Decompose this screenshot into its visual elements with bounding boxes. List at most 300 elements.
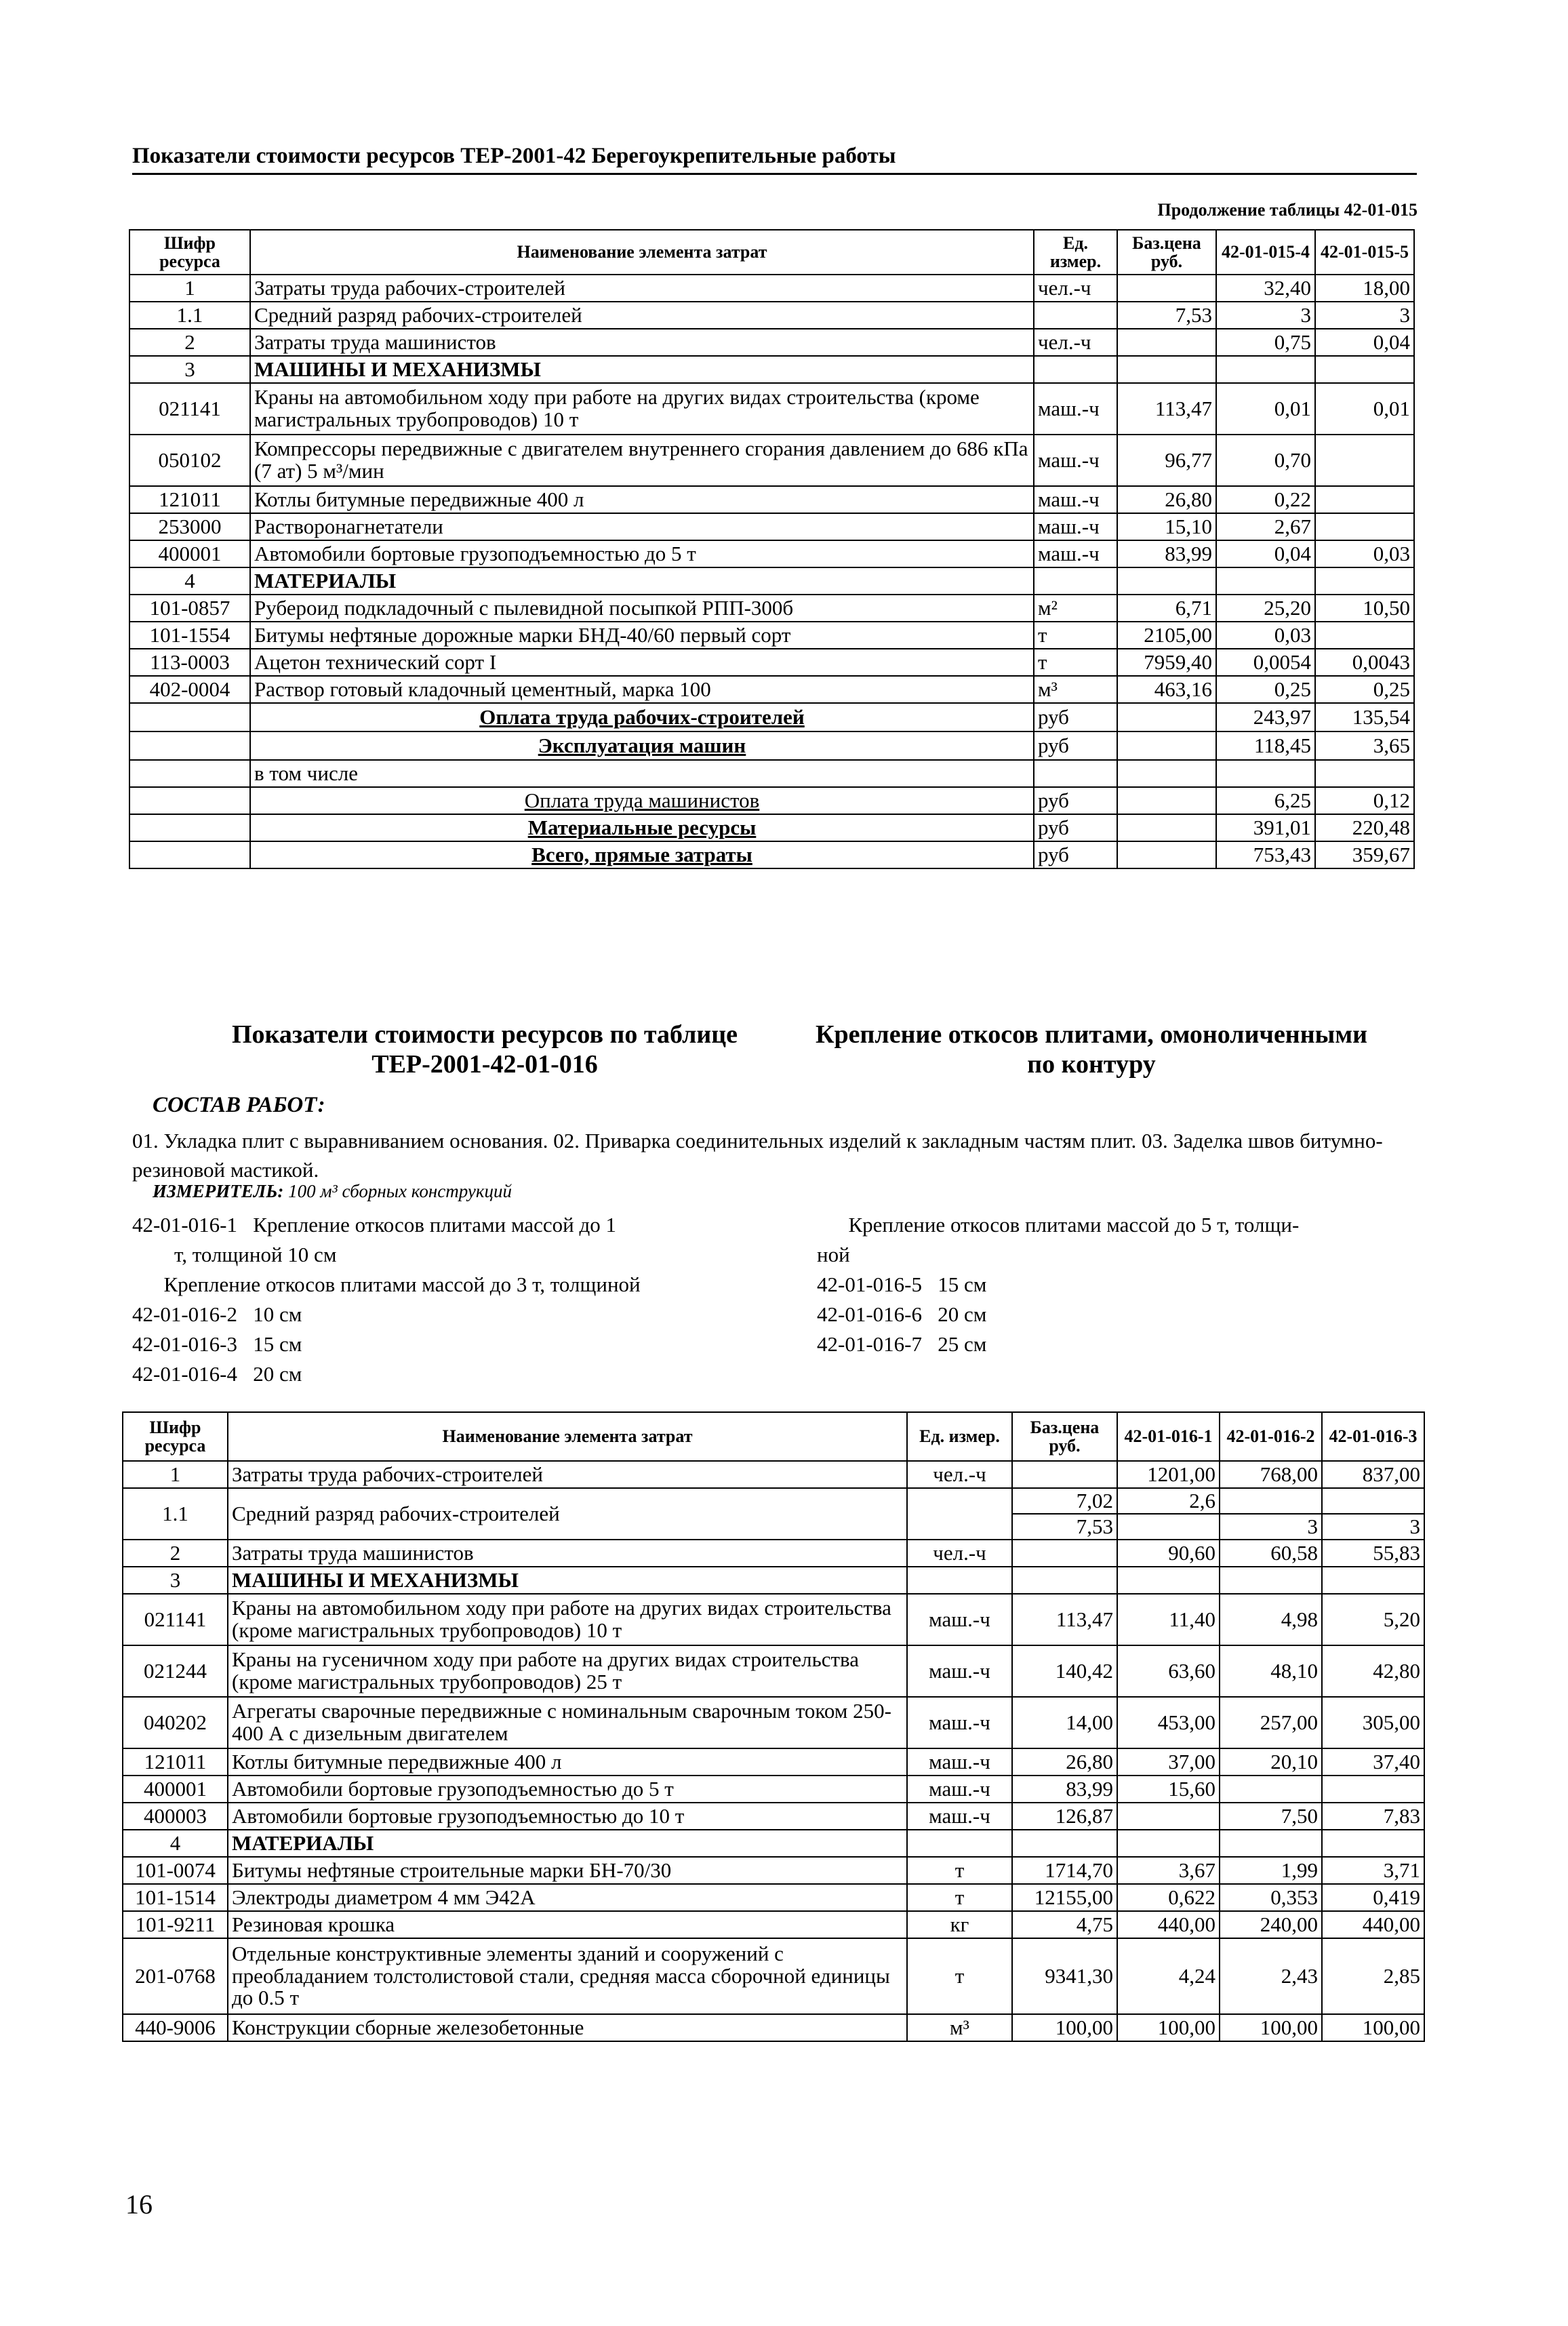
code-list-left (132, 1210, 763, 1389)
cell-base-price (1117, 356, 1216, 383)
cell-norm: 18,00 (1315, 275, 1414, 302)
table-row (129, 622, 1414, 649)
cell-name: Эксплуатация машин (250, 731, 1034, 760)
cell-norm: 100,00 (1220, 2014, 1322, 2041)
cell-norm: 63,60 (1117, 1645, 1220, 1697)
cell-unit (907, 1488, 1012, 1540)
cell-name: Материальные ресурсы (250, 814, 1034, 841)
cell-norm: 768,00 (1220, 1461, 1322, 1488)
col-header-unit: Ед. измер. (907, 1412, 1012, 1461)
cell-code: 021244 (123, 1645, 228, 1697)
table-row (129, 649, 1414, 676)
measure-label: ИЗМЕРИТЕЛЬ: (153, 1181, 284, 1201)
cell-norm: 6,25 (1216, 787, 1315, 814)
code-list-item: 42-01-016-3 15 см (132, 1332, 302, 1356)
cell-name: Битумы нефтяные дорожные марки БНД-40/60 первый сорт (250, 622, 1034, 649)
cell-code: 253000 (129, 513, 250, 540)
cell-code: 201-0768 (123, 1938, 228, 2014)
cell-name: Средний разряд рабочих-строителей (250, 302, 1034, 329)
cell-code: 2 (123, 1540, 228, 1567)
cell-norm: 118,45 (1216, 731, 1315, 760)
table-row (129, 731, 1414, 760)
cell-unit: руб (1034, 787, 1117, 814)
cell-norm (1117, 1803, 1220, 1830)
cell-base-price: 126,87 (1012, 1803, 1117, 1830)
cell-norm: 0,04 (1216, 540, 1315, 567)
cell-unit: т (907, 1857, 1012, 1884)
table-row (129, 703, 1414, 731)
table-row (129, 486, 1414, 513)
cell-norm: 0,04 (1315, 329, 1414, 356)
cell-norm (1322, 1567, 1424, 1594)
cell-code (129, 703, 250, 731)
cell-norm: 100,00 (1322, 2014, 1424, 2041)
cell-name: Затраты труда рабочих-строителей (228, 1461, 907, 1488)
cell-unit (1034, 302, 1117, 329)
cell-norm: 48,10 (1220, 1645, 1322, 1697)
cell-code: 101-0857 (129, 595, 250, 622)
cell-norm: 0,0054 (1216, 649, 1315, 676)
cell-name: Краны на гусеничном ходу при работе на других видах строительства (кроме магистральных трубопроводов) 25 т (228, 1645, 907, 1697)
code-list-item: 42-01-016-7 25 см (817, 1332, 987, 1356)
table-row (129, 540, 1414, 567)
cell-unit: м³ (1034, 676, 1117, 703)
cell-unit: чел.-ч (907, 1461, 1012, 1488)
cell-base-price: 96,77 (1117, 435, 1216, 486)
resource-table-016 (122, 1411, 1425, 2042)
cell-unit: маш.-ч (907, 1748, 1012, 1776)
cell-norm: 440,00 (1117, 1911, 1220, 1938)
cell-base-price (1117, 329, 1216, 356)
cell-name: МАТЕРИАЛЫ (228, 1830, 907, 1857)
cell-unit: руб (1034, 731, 1117, 760)
cell-unit: маш.-ч (907, 1594, 1012, 1645)
table-row (123, 2014, 1424, 2041)
cell-code: 1 (123, 1461, 228, 1488)
cell-norm: 3 (1216, 302, 1315, 329)
col-header-code: Шифр ресурса (129, 230, 250, 275)
cell-name: Конструкции сборные железобетонные (228, 2014, 907, 2041)
cell-unit: маш.-ч (1034, 383, 1117, 435)
table-row (123, 1803, 1424, 1830)
cell-norm (1322, 1776, 1424, 1803)
cell-unit (907, 1830, 1012, 1857)
cell-unit: кг (907, 1911, 1012, 1938)
cell-code (129, 814, 250, 841)
measure-line (153, 1181, 512, 1202)
cell-name: МАТЕРИАЛЫ (250, 567, 1034, 595)
cell-norm (1220, 1776, 1322, 1803)
cell-code: 400003 (123, 1803, 228, 1830)
table-row (123, 1594, 1424, 1645)
cell-name: Растворонагнетатели (250, 513, 1034, 540)
cell-norm: 37,40 (1322, 1748, 1424, 1776)
cell-norm (1216, 567, 1315, 595)
cell-name: Автомобили бортовые грузоподъемностью до 10 т (228, 1803, 907, 1830)
cell-norm (1216, 760, 1315, 787)
cell-name: Раствор готовый кладочный цементный, марка 100 (250, 676, 1034, 703)
cell-norm: 2,6 (1117, 1488, 1220, 1514)
cell-code: 050102 (129, 435, 250, 486)
cell-base-price: 7,02 (1012, 1488, 1117, 1514)
cell-unit: чел.-ч (1034, 329, 1117, 356)
cell-base-price (1012, 1567, 1117, 1594)
cell-norm: 0,75 (1216, 329, 1315, 356)
cell-code: 101-9211 (123, 1911, 228, 1938)
cell-norm: 5,20 (1322, 1594, 1424, 1645)
cell-norm: 243,97 (1216, 703, 1315, 731)
cell-name: МАШИНЫ И МЕХАНИЗМЫ (250, 356, 1034, 383)
cell-norm: 15,60 (1117, 1776, 1220, 1803)
cell-base-price: 4,75 (1012, 1911, 1117, 1938)
table-body (129, 275, 1414, 868)
cell-name: Затраты труда рабочих-строителей (250, 275, 1034, 302)
code-list-item: 42-01-016-6 20 см (817, 1302, 987, 1326)
col-header-unit: Ед. измер. (1034, 230, 1117, 275)
cell-name: Автомобили бортовые грузоподъемностью до 5 т (250, 540, 1034, 567)
cell-norm (1315, 567, 1414, 595)
cell-base-price: 7959,40 (1117, 649, 1216, 676)
cell-name: Рубероид подкладочный с пылевидной посыпкой РПП-300б (250, 595, 1034, 622)
cell-unit: руб (1034, 841, 1117, 868)
cell-code (129, 841, 250, 868)
cell-base-price: 1714,70 (1012, 1857, 1117, 1884)
cell-unit (907, 1567, 1012, 1594)
cell-norm: 0,03 (1216, 622, 1315, 649)
cell-base-price: 15,10 (1117, 513, 1216, 540)
table-row (129, 302, 1414, 329)
cell-code: 440-9006 (123, 2014, 228, 2041)
cell-base-price (1117, 275, 1216, 302)
cell-name: МАШИНЫ И МЕХАНИЗМЫ (228, 1567, 907, 1594)
table-row (129, 676, 1414, 703)
cell-norm: 60,58 (1220, 1540, 1322, 1567)
cell-norm: 4,98 (1220, 1594, 1322, 1645)
cell-norm: 3 (1315, 302, 1414, 329)
cell-norm: 3 (1220, 1514, 1322, 1540)
cell-norm (1322, 1488, 1424, 1514)
cell-base-price: 2105,00 (1117, 622, 1216, 649)
cell-norm: 7,50 (1220, 1803, 1322, 1830)
cell-norm: 0,25 (1315, 676, 1414, 703)
cell-unit: чел.-ч (907, 1540, 1012, 1567)
cell-base-price: 463,16 (1117, 676, 1216, 703)
cell-name: Затраты труда машинистов (228, 1540, 907, 1567)
cell-norm: 32,40 (1216, 275, 1315, 302)
cell-norm: 42,80 (1322, 1645, 1424, 1697)
code-list-item: Крепление откосов плитами массой до 3 т, толщиной (132, 1272, 641, 1296)
cell-code: 4 (129, 567, 250, 595)
work-composition-label: СОСТАВ РАБОТ: (153, 1093, 325, 1117)
table-row (123, 1884, 1424, 1911)
cell-base-price: 140,42 (1012, 1645, 1117, 1697)
cell-unit: т (1034, 622, 1117, 649)
table-row (123, 1776, 1424, 1803)
cell-norm (1216, 356, 1315, 383)
cell-norm (1315, 486, 1414, 513)
cell-norm (1315, 513, 1414, 540)
cell-norm: 753,43 (1216, 841, 1315, 868)
cell-name: Оплата труда рабочих-строителей (250, 703, 1034, 731)
cell-base-price: 9341,30 (1012, 1938, 1117, 2014)
cell-base-price: 100,00 (1012, 2014, 1117, 2041)
cell-norm: 0,0043 (1315, 649, 1414, 676)
cell-norm (1315, 356, 1414, 383)
col-header-code: Шифр ресурса (123, 1412, 228, 1461)
col-header-base-price: Баз.цена руб. (1012, 1412, 1117, 1461)
cell-code: 021141 (129, 383, 250, 435)
code-list-item: Крепление откосов плитами массой до 5 т, толщи- (817, 1213, 1300, 1237)
cell-unit: маш.-ч (907, 1645, 1012, 1697)
cell-norm (1220, 1567, 1322, 1594)
table-row (123, 1697, 1424, 1748)
cell-norm (1117, 1830, 1220, 1857)
code-list-right (817, 1210, 1427, 1359)
cell-unit: руб (1034, 703, 1117, 731)
cell-norm: 11,40 (1117, 1594, 1220, 1645)
cell-norm (1322, 1830, 1424, 1857)
cell-base-price: 7,53 (1117, 302, 1216, 329)
cell-norm (1117, 1514, 1220, 1540)
cell-norm (1220, 1488, 1322, 1514)
cell-base-price: 26,80 (1012, 1748, 1117, 1776)
cell-base-price (1012, 1830, 1117, 1857)
cell-code: 2 (129, 329, 250, 356)
table-body (123, 1461, 1424, 2041)
cell-code: 4 (123, 1830, 228, 1857)
cell-norm: 305,00 (1322, 1697, 1424, 1748)
cell-name: Котлы битумные передвижные 400 л (228, 1748, 907, 1776)
cell-base-price (1117, 567, 1216, 595)
cell-norm: 4,24 (1117, 1938, 1220, 2014)
cell-norm (1315, 760, 1414, 787)
cell-norm: 1,99 (1220, 1857, 1322, 1884)
cell-base-price: 12155,00 (1012, 1884, 1117, 1911)
cell-unit: маш.-ч (1034, 435, 1117, 486)
cell-base-price (1117, 760, 1216, 787)
cell-base-price (1012, 1461, 1117, 1488)
cell-code: 113-0003 (129, 649, 250, 676)
cell-base-price: 113,47 (1117, 383, 1216, 435)
cell-unit: руб (1034, 814, 1117, 841)
cell-norm: 0,353 (1220, 1884, 1322, 1911)
cell-norm: 1201,00 (1117, 1461, 1220, 1488)
cell-norm: 90,60 (1117, 1540, 1220, 1567)
cell-norm: 55,83 (1322, 1540, 1424, 1567)
cell-unit (1034, 760, 1117, 787)
cell-norm: 220,48 (1315, 814, 1414, 841)
col-header-norm: 42-01-015-5 (1315, 230, 1414, 275)
cell-norm: 3,71 (1322, 1857, 1424, 1884)
table-row (129, 595, 1414, 622)
cell-norm: 25,20 (1216, 595, 1315, 622)
cell-norm: 440,00 (1322, 1911, 1424, 1938)
table-row (129, 513, 1414, 540)
cell-code: 3 (129, 356, 250, 383)
cell-norm: 391,01 (1216, 814, 1315, 841)
cell-unit: т (907, 1884, 1012, 1911)
cell-name: Всего, прямые затраты (250, 841, 1034, 868)
cell-base-price: 14,00 (1012, 1697, 1117, 1748)
cell-name: Компрессоры передвижные с двигателем внутреннего сгорания давлением до 686 кПа (7 ат) 5 м³/мин (250, 435, 1034, 486)
cell-code: 1 (129, 275, 250, 302)
table-row (129, 841, 1414, 868)
cell-name: Средний разряд рабочих-строителей (228, 1488, 907, 1540)
table-row (129, 383, 1414, 435)
table-row (129, 435, 1414, 486)
cell-unit (1034, 356, 1117, 383)
cell-norm: 0,622 (1117, 1884, 1220, 1911)
cell-code (129, 760, 250, 787)
table-row (123, 1911, 1424, 1938)
cell-code: 101-0074 (123, 1857, 228, 1884)
cell-name: Оплата труда машинистов (250, 787, 1034, 814)
cell-code: 400001 (129, 540, 250, 567)
cell-norm: 453,00 (1117, 1697, 1220, 1748)
table-row (123, 1857, 1424, 1884)
cell-code: 402-0004 (129, 676, 250, 703)
cell-norm: 3,65 (1315, 731, 1414, 760)
cell-unit: чел.-ч (1034, 275, 1117, 302)
section-title-right: Крепление откосов плитами, омоноличенными по контуру (815, 1020, 1368, 1079)
cell-name: Агрегаты сварочные передвижные с номинальным сварочным током 250-400 А с дизельным двигателем (228, 1697, 907, 1748)
table-row (123, 1567, 1424, 1594)
cell-unit: т (1034, 649, 1117, 676)
cell-norm (1220, 1830, 1322, 1857)
cell-norm: 0,12 (1315, 787, 1414, 814)
cell-base-price: 26,80 (1117, 486, 1216, 513)
col-header-norm: 42-01-016-2 (1220, 1412, 1322, 1461)
table-row (129, 760, 1414, 787)
col-header-name: Наименование элемента затрат (228, 1412, 907, 1461)
cell-base-price (1117, 703, 1216, 731)
section-title-left: Показатели стоимости ресурсов по таблице ТЕР-2001-42-01-016 (231, 1020, 738, 1079)
cell-name: Отдельные конструктивные элементы зданий и сооружений с преобладанием толстолистовой стали, средняя масса сборочной единицы до 0.5 т (228, 1938, 907, 2014)
running-header: Показатели стоимости ресурсов ТЕР-2001-42 Берегоукрепительные работы (132, 144, 1417, 175)
cell-code: 400001 (123, 1776, 228, 1803)
table-row (129, 356, 1414, 383)
table-row (129, 329, 1414, 356)
cell-norm: 20,10 (1220, 1748, 1322, 1776)
cell-base-price: 113,47 (1012, 1594, 1117, 1645)
cell-base-price: 6,71 (1117, 595, 1216, 622)
cell-norm: 0,419 (1322, 1884, 1424, 1911)
cell-norm (1315, 435, 1414, 486)
cell-norm: 2,43 (1220, 1938, 1322, 2014)
cell-code: 040202 (123, 1697, 228, 1748)
cell-name: Ацетон технический сорт I (250, 649, 1034, 676)
page-number: 16 (125, 2189, 153, 2220)
cell-base-price (1117, 841, 1216, 868)
cell-norm: 135,54 (1315, 703, 1414, 731)
cell-norm: 0,01 (1216, 383, 1315, 435)
code-list-item: ной (817, 1243, 850, 1266)
cell-code: 121011 (129, 486, 250, 513)
cell-norm: 837,00 (1322, 1461, 1424, 1488)
table-row (123, 1540, 1424, 1567)
table-row (123, 1488, 1424, 1514)
code-list-item: 42-01-016-1 Крепление откосов плитами массой до 1 (132, 1213, 617, 1237)
cell-unit: т (907, 1938, 1012, 2014)
cell-unit: маш.-ч (907, 1697, 1012, 1748)
table-row (123, 1830, 1424, 1857)
cell-code (129, 731, 250, 760)
col-header-norm: 42-01-016-3 (1322, 1412, 1424, 1461)
cell-name: Автомобили бортовые грузоподъемностью до 5 т (228, 1776, 907, 1803)
code-list-item: 42-01-016-5 15 см (817, 1272, 987, 1296)
resource-table-015 (129, 229, 1415, 869)
cell-norm: 37,00 (1117, 1748, 1220, 1776)
cell-name: Краны на автомобильном ходу при работе на других видах строительства (кроме магистральных трубопроводов) 10 т (250, 383, 1034, 435)
cell-name: Резиновая крошка (228, 1911, 907, 1938)
cell-norm: 0,70 (1216, 435, 1315, 486)
cell-norm: 257,00 (1220, 1697, 1322, 1748)
col-header-norm: 42-01-015-4 (1216, 230, 1315, 275)
table-row (123, 1938, 1424, 2014)
cell-norm: 100,00 (1117, 2014, 1220, 2041)
cell-name: Краны на автомобильном ходу при работе на других видах строительства (кроме магистральных трубопроводов) 10 т (228, 1594, 907, 1645)
cell-base-price: 83,99 (1117, 540, 1216, 567)
cell-code: 021141 (123, 1594, 228, 1645)
col-header-name: Наименование элемента затрат (250, 230, 1034, 275)
table-row (123, 1461, 1424, 1488)
cell-norm: 7,83 (1322, 1803, 1424, 1830)
cell-norm: 2,67 (1216, 513, 1315, 540)
cell-code (129, 787, 250, 814)
cell-unit: маш.-ч (907, 1803, 1012, 1830)
cell-unit (1034, 567, 1117, 595)
cell-code: 101-1514 (123, 1884, 228, 1911)
cell-norm: 0,25 (1216, 676, 1315, 703)
cell-name: Электроды диаметром 4 мм Э42А (228, 1884, 907, 1911)
cell-base-price (1117, 814, 1216, 841)
cell-unit: маш.-ч (1034, 540, 1117, 567)
cell-name: Битумы нефтяные строительные марки БН-70/30 (228, 1857, 907, 1884)
cell-name: Котлы битумные передвижные 400 л (250, 486, 1034, 513)
table-row (123, 1645, 1424, 1697)
col-header-norm: 42-01-016-1 (1117, 1412, 1220, 1461)
cell-unit: маш.-ч (907, 1776, 1012, 1803)
cell-norm: 10,50 (1315, 595, 1414, 622)
cell-norm: 0,01 (1315, 383, 1414, 435)
table-row (129, 567, 1414, 595)
cell-norm: 359,67 (1315, 841, 1414, 868)
table-row (129, 814, 1414, 841)
cell-code: 121011 (123, 1748, 228, 1776)
cell-code: 1.1 (129, 302, 250, 329)
cell-norm: 2,85 (1322, 1938, 1424, 2014)
cell-code: 3 (123, 1567, 228, 1594)
table-row (129, 787, 1414, 814)
cell-code: 101-1554 (129, 622, 250, 649)
cell-norm (1315, 622, 1414, 649)
cell-base-price (1012, 1540, 1117, 1567)
cell-unit: маш.-ч (1034, 486, 1117, 513)
cell-unit: м³ (907, 2014, 1012, 2041)
cell-base-price (1117, 787, 1216, 814)
cell-name: Затраты труда машинистов (250, 329, 1034, 356)
cell-code: 1.1 (123, 1488, 228, 1540)
table-row (129, 275, 1414, 302)
cell-base-price: 7,53 (1012, 1514, 1117, 1540)
cell-norm: 240,00 (1220, 1911, 1322, 1938)
cell-norm (1117, 1567, 1220, 1594)
cell-unit: маш.-ч (1034, 513, 1117, 540)
code-list-item: т, толщиной 10 см (132, 1243, 337, 1266)
cell-norm: 3 (1322, 1514, 1424, 1540)
cell-norm: 0,03 (1315, 540, 1414, 567)
cell-name: в том числе (250, 760, 1034, 787)
